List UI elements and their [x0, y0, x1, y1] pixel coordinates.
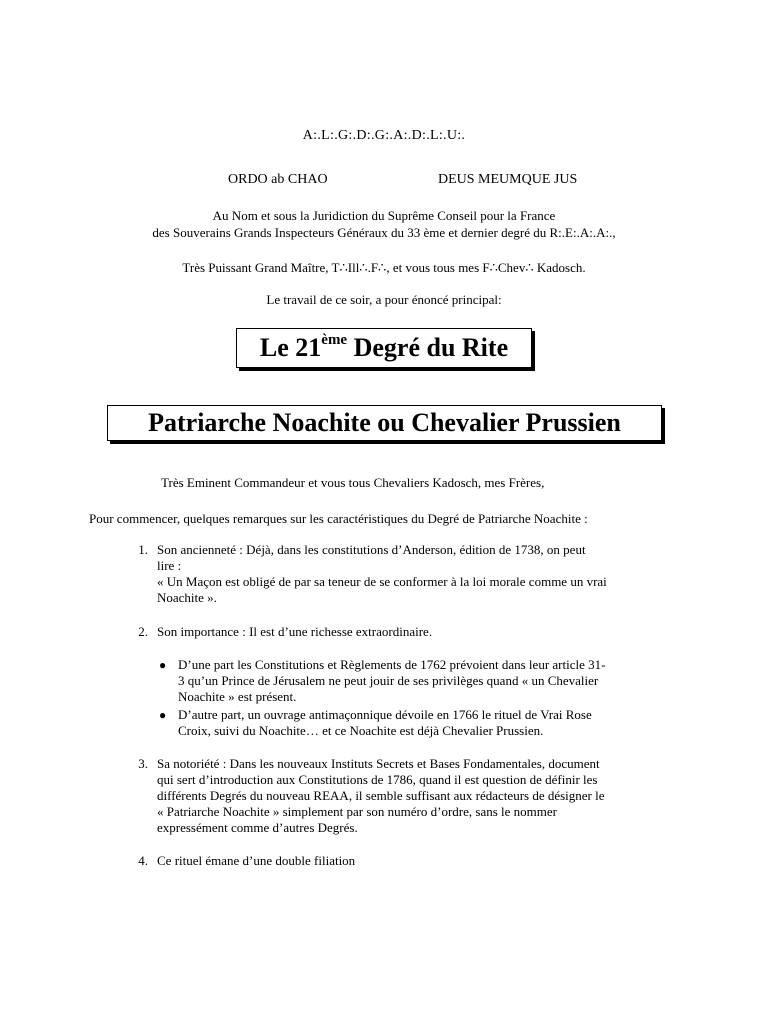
bullet-item-line: D’autre part, un ouvrage antimaçonnique dévoile en 1766 le rituel de Vrai Rose: [178, 707, 592, 722]
opening-line: Pour commencer, quelques remarques sur les caractéristiques du Degré de Patriarche Noachite :: [89, 511, 588, 526]
motto-left: ORDO ab CHAO: [228, 172, 328, 187]
list-item-line: Son ancienneté : Déjà, dans les constitutions d’Anderson, édition de 1738, on peut: [157, 542, 586, 557]
degree-title-superscript: ème: [321, 332, 348, 348]
list-item-line: Son importance : Il est d’une richesse extraordinaire.: [157, 624, 433, 639]
list-item-line: « Patriarche Noachite » simplement par son numéro d’ordre, sans le nommer: [157, 804, 557, 819]
authority-line: Au Nom et sous la Juridiction du Suprême Conseil pour la France: [212, 208, 556, 223]
list-item-line: Ce rituel émane d’une double filiation: [157, 853, 356, 868]
list-number: 4.: [138, 853, 148, 868]
list-item-line: différents Degrés du nouveau REAA, il semble suffisant aux rédacteurs de désigner le: [157, 788, 605, 803]
bullet-icon: ●: [159, 658, 167, 672]
degree-title-box: [236, 328, 532, 368]
list-item-line: qui sert d’introduction aux Constitutions de 1786, quand il est question de définir les: [157, 772, 598, 787]
grade-title-box: [107, 405, 662, 441]
address-line: Très Eminent Commandeur et vous tous Chevaliers Kadosch, mes Frères,: [161, 475, 545, 490]
invocation: A:.L:.G:.D:.G:.A:.D:.L:.U:.: [302, 128, 466, 143]
degree-title-prefix: Le 21: [259, 333, 322, 362]
bullet-item-line: Noachite » est présent.: [178, 689, 297, 704]
list-item-line: lire :: [157, 558, 182, 573]
degree-title-suffix: Degré du Rite: [347, 333, 509, 362]
list-number: 2.: [138, 624, 148, 639]
degree-title: [260, 333, 508, 362]
salutation: Très Puissant Grand Maître, T∴Ill∴.F∴, et vous tous mes F∴Chev∴ Kadosch.: [182, 260, 586, 275]
bullet-item-line: D’une part les Constitutions et Règlements de 1762 prévoient dans leur article 31-: [178, 657, 606, 672]
list-item-line: expressément comme d’autres Degrés.: [157, 820, 358, 835]
bullet-icon: ●: [159, 708, 167, 722]
authority-line: des Souverains Grands Inspecteurs Généraux du 33 ème et dernier degré du R:.E:.A:.A:.,: [152, 225, 616, 240]
list-number: 1.: [138, 542, 148, 557]
grade-title: Patriarche Noachite ou Chevalier Prussien: [148, 408, 621, 437]
list-item-line: Noachite ».: [157, 590, 217, 605]
bullet-item-line: 3 qu’un Prince de Jérusalem ne peut jouir de ses privilèges quand « un Chevalier: [178, 673, 599, 688]
bullet-item-line: Croix, suivi du Noachite… et ce Noachite est déjà Chevalier Prussien.: [178, 723, 544, 738]
list-number: 3.: [138, 756, 148, 771]
list-item-line: « Un Maçon est obligé de par sa teneur de se conformer à la loi morale comme un vrai: [157, 574, 607, 589]
motto-right: DEUS MEUMQUE JUS: [438, 172, 578, 187]
list-item-line: Sa notoriété : Dans les nouveaux Instituts Secrets et Bases Fondamentales, document: [157, 756, 600, 771]
intro-line: Le travail de ce soir, a pour énoncé principal:: [266, 292, 502, 307]
